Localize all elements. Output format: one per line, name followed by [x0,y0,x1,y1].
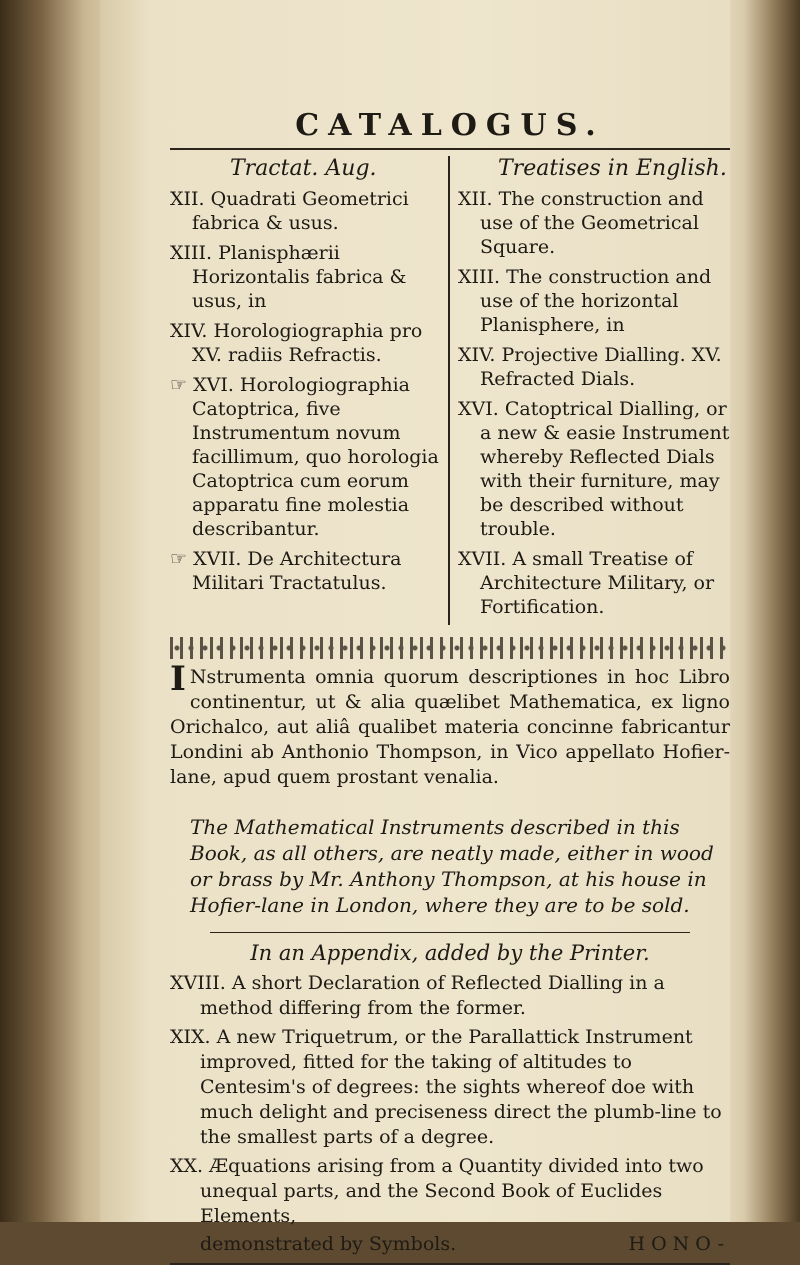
appendix-entry: XIX. A new Triquetrum, or the Parallattick Instrument improved, fitted for the taking of altitudes to Centesim's of degrees: the sights whereof doe with much delight and preciseness direct the plumb-line to the smallest parts of a degree. [170,1026,722,1148]
english-entry: XVII. A small Treatise of Architecture Military, or Fortification. [458,548,715,618]
latin-entry: ☞ XVII. De Architectura Militari Tractatulus. [170,548,402,594]
facing-page-edge [720,0,800,1222]
section-rule [210,932,690,933]
latin-entry: ☞ XVI. Horologiographia Catoptrica, five Instrumentum novum facillimum, quo horologia Catoptrica cum eorum apparatu fine molestia describantur. [170,374,439,540]
title-rule [170,148,730,150]
english-notice: The Mathematical Instruments described in this Book, as all others, are neatly made, either in wood or brass by Mr. Anthony Thompson, at his house in Hofier-lane in London, where they are to be sold. [190,815,714,917]
english-entry: XII. The construction and use of the Geometrical Square. [458,188,704,258]
page-title: CATALOGUS. [295,108,605,143]
mirrored-adjacent-text [14,40,74,1190]
appendix-last-line [170,1233,730,1255]
latin-column-heading: Tractat. Aug. [230,156,377,181]
english-entry: XIII. The construction and use of the horizontal Planisphere, in [458,266,712,336]
latin-entry: XIV. Horologiographia pro XV. radiis Refractis. [170,320,423,366]
english-entry: XVI. Catoptrical Dialling, or a new & easie Instrument whereby Reflected Dials with their furniture, may be described without trouble. [458,398,730,540]
drop-cap: I [170,659,186,699]
latin-notice [170,659,730,790]
english-entry: XIV. Projective Dialling. XV. Refracted Dials. [458,344,722,390]
appendix-last-text: demonstrated by Symbols. [200,1233,457,1255]
appendix-heading: In an Appendix, added by the Printer. [250,941,650,965]
latin-column [170,156,450,625]
english-column [450,156,730,625]
latin-notice-text: Nstrumenta omnia quorum descriptiones in hoc Libro continentur, ut & alia quælibet Mathematica, ex ligno Orichalco, aut aliâ qualibet materia concinne fabricantur Londini ab Anthonio Thompson, in Vico appellato Hofier-lane, apud quem prostant venalia. [170,666,730,788]
decorative-ornament-band [170,637,730,659]
appendix-entry: XX. Æquations arising from a Quantity divided into two unequal parts, and the Second Book of Euclides Elements, [170,1155,704,1227]
catchword: HONO- [628,1233,730,1255]
appendix-entry: XVIII. A short Declaration of Reflected Dialling in a method differing from the former. [170,972,665,1019]
english-column-heading: Treatises in English. [498,156,727,181]
latin-entry: XII. Quadrati Geometrici fabrica & usus. [170,188,409,234]
two-column-catalogue [170,156,730,625]
book-page [100,0,730,1255]
page-content [170,108,730,1265]
latin-entry: XIII. Planisphærii Horizontalis fabrica & usus, in [170,242,407,312]
